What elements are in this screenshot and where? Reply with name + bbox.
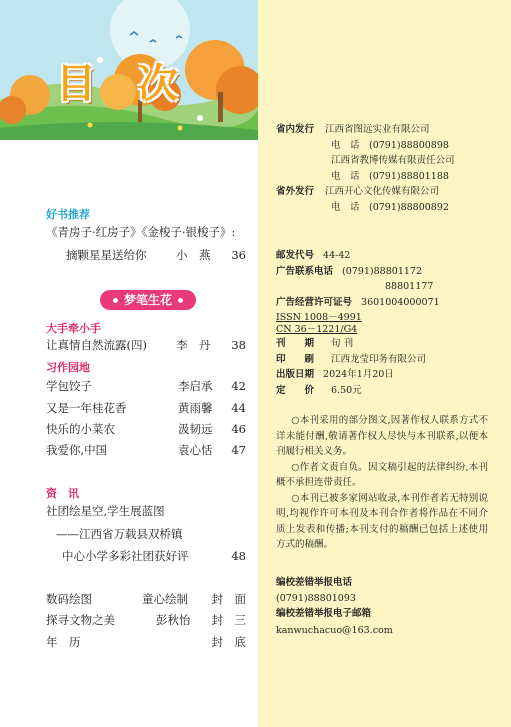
entry-author: 童心绘制: [142, 592, 188, 606]
entry-title: 又是一年桂花香: [46, 401, 127, 415]
ad-license: 3601004000071: [361, 297, 440, 308]
recommend-book-titles: 《青房子·红房子》《金梭子·银梭子》:: [46, 225, 236, 239]
date-row: [276, 368, 394, 381]
entry-title: 探寻文物之美: [46, 613, 115, 627]
ad-license-row: [276, 296, 440, 309]
publish-date: 2024年1月20日: [323, 369, 394, 380]
cover-entry[interactable]: [46, 591, 246, 607]
news-subtitle: 中心小学多彩社团获好评: [62, 549, 189, 563]
period-row: [276, 337, 353, 350]
section-heading-news: 资 讯: [46, 487, 79, 500]
ad-phone-1: (0791)88801172: [342, 266, 422, 277]
entry-page: 38: [231, 338, 246, 352]
dot-icon: [178, 298, 183, 303]
entry-author: 汲韧远: [178, 422, 213, 436]
cover-entry[interactable]: [46, 612, 246, 628]
date-label: 出版日期: [276, 369, 315, 380]
domestic-phone-2: 电 话 (0791)88801188: [331, 171, 449, 182]
entry-title: 我爱你,中国: [46, 443, 108, 457]
dot-icon: [113, 298, 118, 303]
entry-title: 快乐的小菜农: [46, 422, 115, 436]
ad-phone-2: 88801177: [385, 281, 434, 292]
entry-page: 48: [231, 549, 246, 563]
toc-entry[interactable]: [46, 337, 246, 353]
outer-company: 江西开心文化传媒有限公司: [325, 186, 440, 197]
print-label: 印 刷: [276, 354, 315, 365]
entry-page: 46: [231, 422, 246, 436]
entry-page: 36: [231, 248, 246, 262]
entry-title: 数码绘图: [46, 592, 92, 606]
section-heading-garden: 习作园地: [46, 361, 90, 374]
postal-code-row: [276, 249, 350, 262]
toc-entry[interactable]: [46, 442, 246, 458]
postal-label: 邮发代号: [276, 250, 315, 261]
entry-author: 袁心恬: [178, 443, 213, 457]
report-phone: (0791)88801093: [276, 593, 356, 604]
entry-title: 年 历: [46, 635, 81, 649]
news-entry-line: [46, 548, 246, 564]
report-email-label: 编校差错举报电子邮箱: [276, 608, 372, 619]
toc-entry[interactable]: [46, 421, 246, 437]
entry-position: 封 面: [211, 592, 246, 606]
notice-paragraph-2: ○作者文责自负。因文稿引起的法律纠纷,本刊概不承担连带责任。: [276, 461, 488, 488]
domestic-company-1: 江西省图远实业有限公司: [325, 124, 430, 135]
entry-position: 封 底: [211, 635, 246, 649]
printer: 江西龙莹印务有限公司: [331, 354, 427, 365]
news-subtitle: ——江西省万载县双桥镇: [56, 527, 183, 541]
report-email[interactable]: kanwuchacuo@163.com: [276, 625, 393, 636]
news-title: 社团绘星空,学生展蓝图: [46, 504, 165, 518]
news-entry-line: [46, 526, 246, 542]
column-badge: [100, 290, 196, 310]
postal-code: 44-42: [323, 250, 351, 261]
distribution-outer: [276, 185, 439, 198]
toc-entry[interactable]: [46, 400, 246, 416]
outer-label: 省外发行: [276, 186, 315, 197]
entry-author: 李 丹: [176, 338, 211, 352]
ad-phone-row: [276, 265, 422, 278]
entry-author: 小 燕: [176, 248, 211, 262]
entry-title: 摘颗星星送给你: [66, 248, 147, 262]
section-heading-recommend: 好书推荐: [46, 208, 90, 221]
domestic-label: 省内发行: [276, 124, 315, 135]
entry-title: 学包饺子: [46, 379, 92, 393]
print-row: [276, 353, 426, 366]
domestic-phone-1: 电 话 (0791)88800898: [331, 140, 449, 151]
entry-page: 47: [231, 443, 246, 457]
news-entry-line[interactable]: [46, 503, 246, 519]
entry-author: 黄雨馨: [178, 401, 213, 415]
price-label: 定 价: [276, 385, 315, 396]
entry-author: 彭秋怡: [156, 613, 191, 627]
distribution-domestic: [276, 123, 430, 136]
section-heading-hand: 大手牵小手: [46, 322, 101, 335]
column-badge-label: 梦笔生花: [123, 293, 172, 307]
entry-title: 让真情自然流露(四): [46, 338, 147, 352]
price: 6.50元: [331, 385, 362, 396]
issn: ISSN 1008－4991: [276, 312, 362, 323]
entry-author: 李启承: [178, 379, 213, 393]
period: 旬 刊: [331, 338, 354, 349]
ad-phone-label: 广告联系电话: [276, 266, 334, 277]
entry-position: 封 三: [211, 613, 246, 627]
toc-entry[interactable]: [46, 247, 246, 263]
cn-number: CN 36－1221/G4: [276, 324, 358, 335]
ad-license-label: 广告经营许可证号: [276, 297, 353, 308]
toc-entry[interactable]: [46, 378, 246, 394]
outer-phone: 电 话 (0791)88800892: [331, 202, 449, 213]
notice-paragraph-3: ○本刊已被多家网站收录,本刊作者若无特别说明,均视作许可本刊及本刊合作者将作品在不同介质上发表和传播;本刊支付的稿酬已包括上述使用方式的稿酬。: [276, 492, 488, 550]
price-row: [276, 384, 362, 397]
copyright-notice: [276, 413, 488, 553]
notice-paragraph-1: ○本刊采用的部分图文,因著作权人联系方式不详未能付酬,敬请著作权人尽快与本刊联系,以便本刊履行相关义务。: [276, 415, 488, 457]
period-label: 刊 期: [276, 338, 315, 349]
report-phone-label: 编校差错举报电话: [276, 577, 353, 588]
page-title: 目 次: [56, 61, 192, 107]
cover-entry[interactable]: [46, 634, 246, 650]
domestic-company-2: 江西省教博传媒有限责任公司: [331, 155, 455, 166]
entry-page: 44: [231, 401, 246, 415]
recommend-line: [46, 224, 246, 240]
entry-page: 42: [231, 379, 246, 393]
